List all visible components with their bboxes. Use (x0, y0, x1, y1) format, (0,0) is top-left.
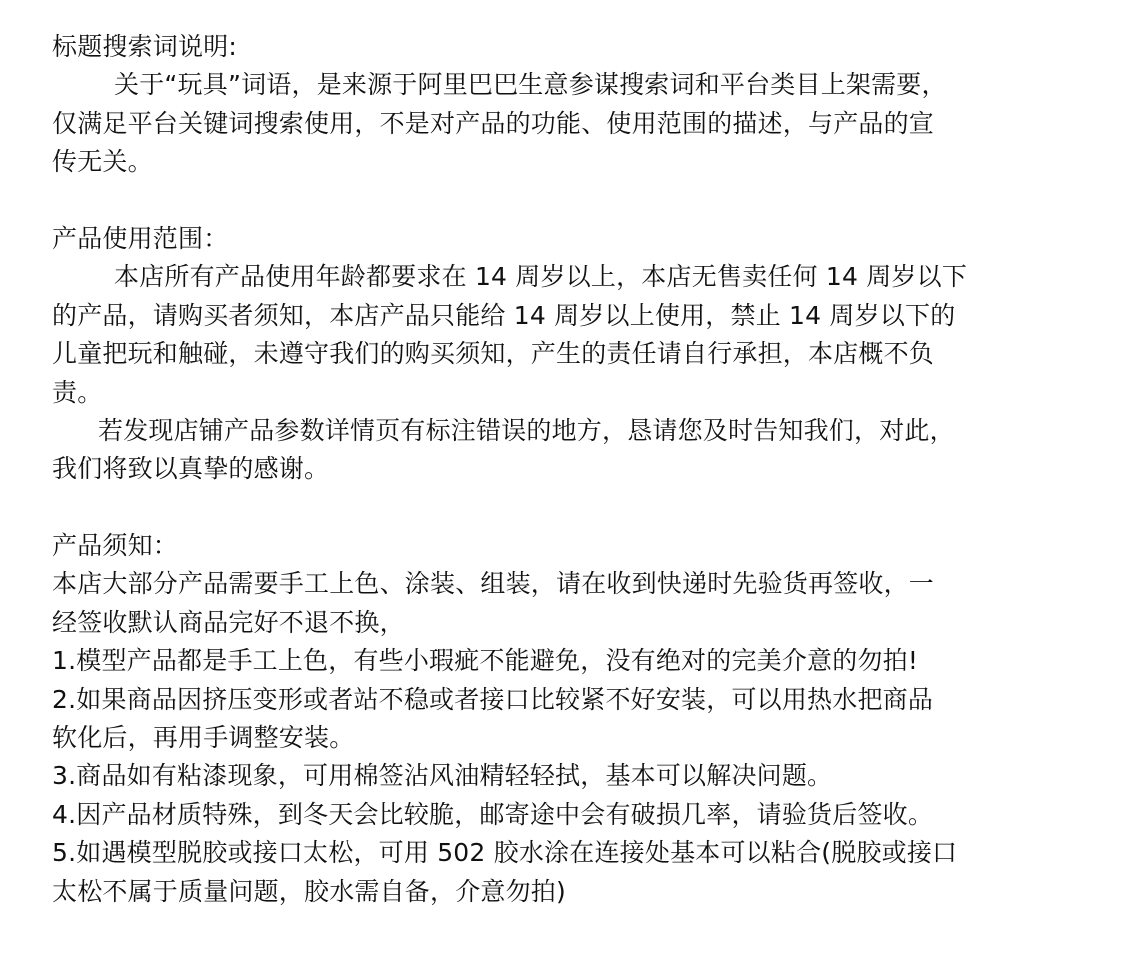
scope-line: 若发现店铺产品参数详情页有标注错误的地方，恳请您及时告知我们，对此， (98, 415, 955, 445)
notice-section (52, 527, 1085, 911)
scope-line: 我们将致以真挚的感谢。 (52, 454, 330, 484)
scope-line: 责。 (52, 377, 103, 407)
keyword-section (52, 28, 1085, 182)
notice-line: 经签收默认商品完好不退不换， (52, 607, 405, 637)
keyword-line: 仅满足平台关键词搜索使用，不是对产品的功能、使用范围的描述，与产品的宣 (52, 108, 935, 138)
notice-item-2-cont: 软化后，再用手调整安装。 (52, 723, 355, 753)
scope-line: 的产品，请购买者须知，本店产品只能给 14 周岁以上使用，禁止 14 周岁以下的 (52, 300, 956, 330)
notice-heading: 产品须知： (52, 531, 179, 561)
notice-item-4: 4.因产品材质特殊，到冬天会比较脆，邮寄途中会有破损几率，请验货后签收。 (52, 799, 934, 829)
keyword-line: 关于“玩具”词语，是来源于阿里巴巴生意参谋搜索词和平台类目上架需要， (114, 70, 947, 100)
notice-item-2: 2.如果商品因挤压变形或者站不稳或者接口比较紧不好安装，可以用热水把商品 (52, 684, 934, 714)
scope-section (52, 220, 1085, 489)
keyword-line: 传无关。 (52, 147, 153, 177)
notice-item-5: 5.如遇模型脱胶或接口太松，可用 502 胶水涂在连接处基本可以粘合(脱胶或接口 (52, 838, 958, 868)
scope-heading: 产品使用范围： (52, 223, 229, 253)
notice-item-5-cont: 太松不属于质量问题，胶水需自备，介意勿拍) (52, 876, 566, 906)
scope-line: 儿童把玩和触碰，未遵守我们的购买须知，产生的责任请自行承担，本店概不负 (52, 339, 935, 369)
notice-item-3: 3.商品如有粘漆现象，可用棉签沾风油精轻轻拭，基本可以解决问题。 (52, 761, 833, 791)
scope-line: 本店所有产品使用年龄都要求在 14 周岁以上，本店无售卖任何 14 周岁以下 (114, 262, 968, 292)
notice-item-1: 1.模型产品都是手工上色，有些小瑕疵不能避免，没有绝对的完美介意的勿拍! (52, 646, 919, 676)
spacer (52, 182, 1085, 220)
notice-line: 本店大部分产品需要手工上色、涂装、组装，请在收到快递时先验货再签收，一 (52, 569, 935, 599)
spacer (52, 489, 1085, 527)
keyword-heading: 标题搜索词说明: (52, 32, 238, 61)
